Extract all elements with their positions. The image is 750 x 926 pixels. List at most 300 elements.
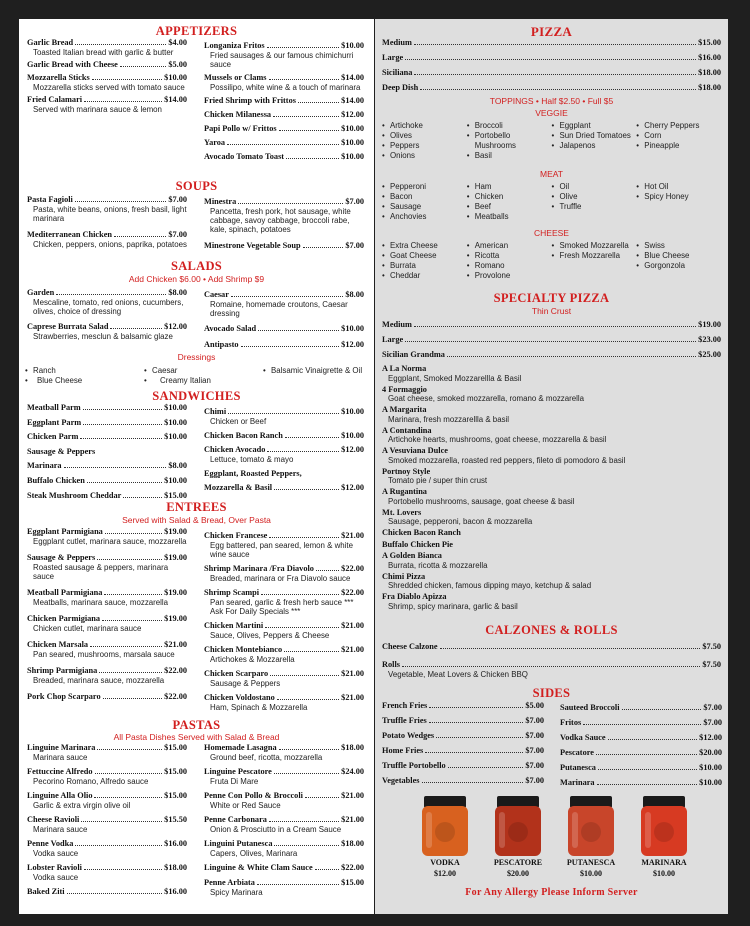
- menu-item-price: $12.00: [341, 483, 364, 493]
- specialty-description: Smoked mozzarella, roasted red peppers, fileto di pomodoro & basil: [388, 455, 626, 465]
- menu-item-description: Roasted sausage & peppers, marinara sauce: [33, 563, 169, 581]
- menu-item-row: [27, 553, 187, 563]
- size-price: $16.00: [698, 53, 721, 62]
- specialty-description: Eggplant, Smoked Mozzarellla & Basil: [388, 373, 522, 383]
- dot-leader: [75, 38, 166, 45]
- menu-item-price: $8.00: [168, 461, 187, 471]
- menu-column: [204, 407, 364, 498]
- menu-item: [382, 660, 721, 679]
- menu-item-description: Chicken, peppers, onions, paprika, potatoes: [33, 240, 187, 249]
- dot-leader: [75, 195, 166, 202]
- menu-item-row: [204, 407, 364, 417]
- menu-item-name: Fettuccine Alfredo: [27, 767, 93, 776]
- jar-price: $20.00: [507, 869, 529, 878]
- menu-item-price: $21.00: [164, 640, 187, 649]
- specialty-item: [382, 364, 721, 383]
- menu-item-description: Sauce, Olives, Peppers & Cheese: [210, 631, 330, 640]
- menu-item-name: Mozzarella & Basil: [204, 483, 273, 493]
- menu-item-row: [204, 621, 364, 631]
- menu-item-description: Chicken or Beef: [210, 417, 267, 426]
- section-subtitle: Dressings: [177, 352, 216, 362]
- menu-item-price: $21.00: [341, 645, 364, 654]
- menu-item: [204, 839, 364, 858]
- dot-leader: [84, 95, 162, 102]
- dot-leader: [261, 588, 339, 595]
- menu-item-name: Papi Pollo w/ Frittos: [204, 124, 277, 133]
- menu-item-description: Capers, Olives, Marinara: [210, 849, 298, 858]
- menu-item-price: $7.50: [702, 642, 721, 651]
- dressing-grid: [25, 366, 365, 386]
- menu-item: [204, 96, 364, 106]
- menu-item-row: [204, 839, 364, 849]
- topping-item: • Spicy Honey: [636, 192, 721, 202]
- dressing-column: [144, 366, 263, 386]
- specialty-description: Shredded chicken, famous dipping mayo, ketchup & salad: [388, 581, 592, 590]
- menu-item-price: $8.00: [168, 288, 187, 297]
- dot-leader: [81, 815, 162, 822]
- dot-leader: [420, 83, 696, 90]
- menu-item: [27, 195, 187, 223]
- price-row: [382, 335, 721, 345]
- menu-item-name: Pork Chop Scarparo: [27, 692, 101, 701]
- dot-leader: [110, 322, 162, 329]
- dot-leader: [120, 60, 166, 67]
- menu-item: [204, 863, 364, 873]
- topping-grid: [382, 241, 721, 281]
- dot-leader: [279, 743, 340, 750]
- specialty-item: [382, 446, 721, 465]
- menu-item: [204, 878, 364, 897]
- menu-item: [204, 564, 364, 583]
- sauce-jar: [488, 794, 548, 863]
- topping-item: • Cherry Peppers: [636, 121, 721, 131]
- topping-item: • Hot Oil: [636, 182, 721, 192]
- menu-item-row: [27, 447, 187, 457]
- menu-item-name: Cheese Calzone: [382, 642, 438, 651]
- menu-item-row: [204, 693, 364, 703]
- menu-item-description: Ground beef, ricotta, mozzarella: [210, 753, 323, 762]
- topping-item: • Eggplant: [552, 121, 637, 131]
- menu-item: [382, 731, 544, 741]
- price-rows: [382, 320, 721, 365]
- menu-column: [204, 197, 364, 258]
- menu-item-row: [382, 642, 721, 652]
- menu-item-name: Sausage & Peppers: [27, 553, 96, 562]
- menu-item-row: [27, 38, 187, 48]
- dressing-item: • Balsamic Vinaigrette & Oil: [263, 366, 365, 376]
- topping-item: • Bacon: [382, 192, 467, 202]
- menu-item-price: $10.00: [341, 430, 364, 440]
- section-heading: SOUPS: [175, 179, 218, 193]
- menu-item-row: [204, 110, 364, 120]
- jar-image: [488, 794, 548, 858]
- topping-item: • Artichoke: [382, 121, 467, 131]
- dot-leader: [269, 531, 339, 538]
- dot-leader: [97, 553, 162, 560]
- menu-item-description: Breaded, marinara sauce, mozzarella: [33, 676, 165, 685]
- dot-leader: [99, 666, 162, 673]
- topping-column: [552, 182, 637, 222]
- menu-item-description: Onion & Prosciutto in a Cream Sauce: [210, 825, 342, 834]
- size-name: Deep Dish: [382, 83, 419, 92]
- menu-item-row: [27, 692, 187, 702]
- dot-leader: [104, 588, 162, 595]
- menu-item: [204, 324, 364, 334]
- menu-item-name: Chicken Milanessa: [204, 110, 272, 119]
- size-name: Medium: [382, 38, 412, 47]
- menu-item-price: $10.00: [699, 763, 722, 772]
- dot-leader: [228, 407, 339, 414]
- menu-item: [27, 432, 187, 442]
- menu-item-description: Ham, Spinach & Mozzarella: [210, 703, 308, 712]
- dot-leader: [414, 320, 696, 327]
- menu-item-name: Marinara: [560, 778, 595, 787]
- menu-item: [382, 642, 721, 652]
- menu-item: [204, 469, 364, 479]
- specialty-list: [382, 364, 721, 613]
- section-subtitle: MEAT: [540, 169, 563, 179]
- dot-leader: [105, 527, 162, 534]
- menu-item-row: [27, 418, 187, 428]
- size-name: Large: [382, 335, 404, 344]
- specialty-name: A La Norma: [382, 364, 427, 373]
- price-row: [382, 38, 721, 48]
- menu-item: [560, 718, 722, 728]
- menu-item-description: Marinara sauce: [33, 753, 88, 762]
- topping-item: • Provolone: [467, 271, 552, 281]
- menu-item-row: [204, 531, 364, 541]
- sauce-jar: [561, 794, 621, 863]
- menu-item-description: Mozzarella sticks served with tomato sauce: [33, 83, 185, 92]
- menu-item-row: [27, 288, 187, 298]
- dressing-item: • Ranch: [25, 366, 144, 376]
- section-heading: PASTAS: [172, 718, 221, 732]
- menu-item-row: [27, 73, 187, 83]
- menu-item-name: Penne Vodka: [27, 839, 74, 848]
- dressing-item: • Blue Cheese: [25, 376, 144, 386]
- specialty-description: Sausage, pepperoni, bacon & mozzarella: [388, 517, 533, 526]
- menu-item-name: Minestrone Vegetable Soup: [204, 241, 301, 250]
- menu-item-description: Lettuce, tomato & mayo: [210, 455, 294, 465]
- dot-leader: [267, 41, 340, 48]
- specialty-description: Goat cheese, smoked mozzarella, romano & mozzarella: [388, 394, 585, 403]
- menu-item-name: Shrimp Parmigiana: [27, 666, 98, 675]
- menu-item-row: [560, 748, 722, 758]
- menu-item-name: Garlic Bread with Cheese: [27, 60, 118, 69]
- menu-item: [204, 693, 364, 712]
- topping-item: • American: [467, 241, 552, 251]
- menu-item-name: Pasta Fagioli: [27, 195, 73, 204]
- menu-item-price: $7.00: [345, 197, 364, 206]
- menu-item-description: Toasted Italian bread with garlic & butter: [33, 48, 174, 57]
- size-name: Medium: [382, 320, 412, 329]
- menu-column: [27, 195, 187, 256]
- menu-item-row: [560, 778, 722, 788]
- menu-item-price: $21.00: [341, 669, 364, 678]
- menu-item-price: $7.00: [168, 195, 187, 204]
- jar-price: $10.00: [580, 869, 602, 878]
- menu-item-description: Egg battered, pan seared, lemon & white wine sauce: [210, 541, 353, 559]
- topping-column: [636, 121, 721, 161]
- dot-leader: [265, 621, 339, 628]
- menu-item: [27, 60, 187, 70]
- menu-item: [27, 527, 187, 546]
- dot-leader: [123, 491, 162, 498]
- menu-column: [27, 527, 187, 709]
- menu-item-name: Eggplant Parm: [27, 417, 82, 427]
- dot-leader: [316, 564, 339, 571]
- menu-item-name: Potato Wedges: [382, 731, 435, 740]
- menu-item: [560, 703, 722, 713]
- menu-item-price: $15.00: [164, 743, 187, 752]
- menu-item-row: [27, 839, 187, 849]
- size-price: $19.00: [698, 320, 721, 329]
- menu-item-description: Pan seared, garlic & fresh herb sauce *** Ask For Daily Specials ***: [210, 598, 354, 616]
- specialty-item: [382, 551, 721, 570]
- menu-item: [27, 588, 187, 607]
- menu-item: [204, 483, 364, 493]
- dot-leader: [305, 791, 339, 798]
- menu-item-name: Pescatore: [560, 748, 594, 757]
- dot-leader: [303, 241, 344, 248]
- menu-item-price: $7.00: [525, 761, 544, 770]
- topping-item: • Onions: [382, 151, 467, 161]
- menu-item-name: Putanesca: [560, 763, 596, 772]
- menu-item-name: Linguine & White Clam Sauce: [204, 863, 313, 872]
- menu-item: [27, 791, 187, 810]
- menu-item-description: Sausage & Peppers: [210, 679, 281, 688]
- jar-price: $10.00: [653, 869, 675, 878]
- dot-leader: [231, 290, 343, 297]
- specialty-item: [382, 467, 721, 486]
- menu-item-description: Mescaline, tomato, red onions, cucumbers, olives, choice of dressing: [33, 298, 184, 316]
- menu-item: [204, 110, 364, 120]
- specialty-name: Buffalo Chicken Pie: [382, 539, 453, 549]
- topping-item: • Truffle: [552, 202, 637, 212]
- topping-item: • Broccoli: [467, 121, 552, 131]
- menu-item-price: $16.00: [164, 887, 187, 896]
- menu-item-row: [204, 791, 364, 801]
- menu-item-row: [382, 716, 544, 726]
- menu-column: [204, 290, 364, 356]
- menu-item: [27, 476, 187, 486]
- section-heading: SPECIALTY PIZZA: [493, 291, 610, 305]
- section-subtitle: All Pasta Dishes Served with Salad & Bread: [113, 732, 280, 742]
- topping-item: • Cheddar: [382, 271, 467, 281]
- menu-item-description: Meatballs, marinara sauce, mozzarella: [33, 598, 169, 607]
- section-heading: CALZONES & ROLLS: [485, 623, 618, 637]
- topping-item: • Goat Cheese: [382, 251, 467, 261]
- dot-leader: [258, 324, 339, 331]
- topping-item: • Anchovies: [382, 212, 467, 222]
- specialty-description: Marinara, fresh mozzarellla & basil: [388, 414, 510, 424]
- section-heading: SIDES: [532, 686, 571, 700]
- menu-item-price: $22.00: [164, 666, 187, 675]
- menu-item-price: $19.00: [164, 553, 187, 562]
- menu-item-name: Linguine Pescatore: [204, 767, 272, 776]
- menu-item-row: [204, 743, 364, 753]
- menu-item-name: Garden: [27, 288, 55, 297]
- menu-item: [27, 666, 187, 685]
- menu-item-price: $7.00: [168, 230, 187, 239]
- menu-item-price: $14.00: [164, 95, 187, 104]
- menu-item: [204, 241, 364, 251]
- specialty-item: [382, 592, 721, 611]
- menu-item-row: [27, 322, 187, 332]
- menu-item: [27, 288, 187, 316]
- jar-name: MARINARA: [641, 858, 687, 867]
- menu-item-name: Garlic Bread: [27, 38, 74, 47]
- topping-column: [467, 121, 552, 161]
- dot-leader: [75, 839, 162, 846]
- menu-item-name: Chicken Marsala: [27, 640, 89, 649]
- menu-item-row: [27, 527, 187, 537]
- allergy-footer: For Any Allergy Please Inform Server: [465, 887, 638, 898]
- menu-column: [560, 703, 722, 793]
- menu-item-price: $15.50: [164, 815, 187, 824]
- menu-item: [204, 669, 364, 688]
- menu-item-name: Home Fries: [382, 746, 424, 755]
- dot-leader: [67, 887, 163, 894]
- menu-item-price: $19.00: [164, 527, 187, 536]
- menu-item-name: Vegetables: [382, 776, 420, 785]
- menu-item-name: Chimi: [204, 407, 227, 416]
- menu-item-name: Mussels or Clams: [204, 73, 267, 82]
- dressing-item: • Creamy Italian: [144, 376, 263, 386]
- menu-item-row: [27, 588, 187, 598]
- menu-item-price: $10.00: [341, 124, 364, 133]
- menu-item-description: Strawberries, mesclun & balsamic glaze: [33, 332, 173, 341]
- menu-item-row: [204, 197, 364, 207]
- topping-column: [467, 182, 552, 222]
- menu-item: [27, 418, 187, 428]
- topping-item: • Corn: [636, 131, 721, 141]
- menu-item-name: Avocado Tomato Toast: [204, 152, 285, 161]
- menu-item: [382, 746, 544, 756]
- topping-grid: [382, 182, 721, 222]
- right-panel: [375, 19, 728, 914]
- menu-item: [27, 230, 187, 249]
- menu-item-name: Fritos: [560, 718, 582, 727]
- specialty-name: 4 Formaggio: [382, 384, 427, 394]
- topping-item: • Sun Dried Tomatoes: [552, 131, 637, 141]
- menu-item-description: Served with marinara sauce & lemon: [33, 105, 162, 114]
- menu-item: [27, 887, 187, 897]
- jar-price: $12.00: [434, 869, 456, 878]
- menu-item-row: [204, 340, 364, 350]
- menu-item-name: Penne Con Pollo & Broccoli: [204, 791, 303, 800]
- menu-item-price: $8.00: [345, 290, 364, 299]
- menu-item-description: Fruta Di Mare: [210, 777, 259, 786]
- menu-item-name: Shrimp Marinara /Fra Diavolo: [204, 564, 314, 573]
- menu-item-name: Caesar: [204, 290, 229, 299]
- menu-item-row: [382, 761, 544, 771]
- topping-item: • Ricotta: [467, 251, 552, 261]
- menu-item-name: Chicken Voldostano: [204, 693, 275, 702]
- menu-item-row: [204, 445, 364, 455]
- dot-leader: [80, 432, 162, 439]
- menu-item-name: Linguini Putanesca: [204, 839, 273, 848]
- price-row: [382, 53, 721, 63]
- menu-item: [27, 461, 187, 471]
- dressing-column: [25, 366, 144, 386]
- menu-item-price: $20.00: [699, 748, 722, 757]
- menu-item-name: Chicken Bacon Ranch: [204, 430, 283, 440]
- topping-item: • Meatballs: [467, 212, 552, 222]
- menu-item-price: $12.00: [699, 733, 722, 742]
- menu-item-price: $18.00: [164, 863, 187, 872]
- menu-item-description: Pecorino Romano, Alfredo sauce: [33, 777, 149, 786]
- menu-item-price: $10.00: [164, 417, 187, 427]
- menu-item-row: [204, 138, 364, 148]
- menu-item-description: Garlic & extra virgin olive oil: [33, 801, 131, 810]
- menu-item: [382, 761, 544, 771]
- menu-item-price: $7.00: [525, 776, 544, 785]
- topping-item: • Swiss: [636, 241, 721, 251]
- topping-column: [552, 121, 637, 161]
- menu-item-price: $22.00: [341, 863, 364, 872]
- menu-item-name: Marinara: [27, 461, 62, 471]
- menu-item-name: Cheese Ravioli: [27, 815, 80, 824]
- size-price: $23.00: [698, 335, 721, 344]
- menu-item-description: White or Red Sauce: [210, 801, 281, 810]
- dot-leader: [83, 418, 162, 425]
- menu-item: [204, 431, 364, 441]
- menu-item-price: $15.00: [164, 767, 187, 776]
- sauce-jar: [415, 794, 475, 863]
- menu-item-name: Meatball Parm: [27, 403, 81, 412]
- menu-item-row: [27, 863, 187, 873]
- menu-item: [27, 839, 187, 858]
- dot-leader: [267, 445, 339, 452]
- menu-item-price: $21.00: [341, 791, 364, 800]
- topping-item: • Chicken: [467, 192, 552, 202]
- menu-item-row: [204, 815, 364, 825]
- menu-item-row: [204, 588, 364, 598]
- menu-item-name: Truffle Portobello: [382, 761, 446, 770]
- menu-item-row: [204, 290, 364, 300]
- menu-item-price: $10.00: [341, 407, 364, 416]
- topping-grid: [382, 121, 721, 161]
- menu-item-name: Shrimp Scampi: [204, 588, 260, 597]
- menu-item-price: $7.00: [703, 718, 722, 727]
- menu-item-row: [27, 230, 187, 240]
- menu-item: [560, 763, 722, 773]
- menu-item-row: [27, 743, 187, 753]
- topping-column: [382, 182, 467, 222]
- menu-item-name: Chicken Montebianco: [204, 645, 283, 654]
- menu-item-price: $15.00: [164, 791, 187, 800]
- left-panel: [19, 19, 374, 914]
- specialty-name: A Rugantina: [382, 487, 427, 496]
- specialty-name: Chicken Bacon Ranch: [382, 528, 461, 537]
- size-price: $25.00: [698, 350, 721, 359]
- specialty-name: A Margarita: [382, 405, 427, 414]
- specialty-name: Fra Diablo Apizza: [382, 592, 447, 601]
- menu-item-price: $12.00: [341, 340, 364, 349]
- menu-item-price: $14.00: [341, 73, 364, 82]
- menu-item-name: Longaniza Fritos: [204, 41, 265, 50]
- specialty-item: [382, 572, 721, 591]
- menu-item-row: [204, 863, 364, 873]
- menu-item-name: Minestra: [204, 197, 237, 206]
- dot-leader: [274, 767, 339, 774]
- menu-item-price: $12.00: [164, 322, 187, 331]
- menu-item-name: Fried Calamari: [27, 95, 83, 104]
- topping-column: [467, 241, 552, 281]
- menu-item: [204, 767, 364, 786]
- topping-item: • Jalapenos: [552, 141, 637, 151]
